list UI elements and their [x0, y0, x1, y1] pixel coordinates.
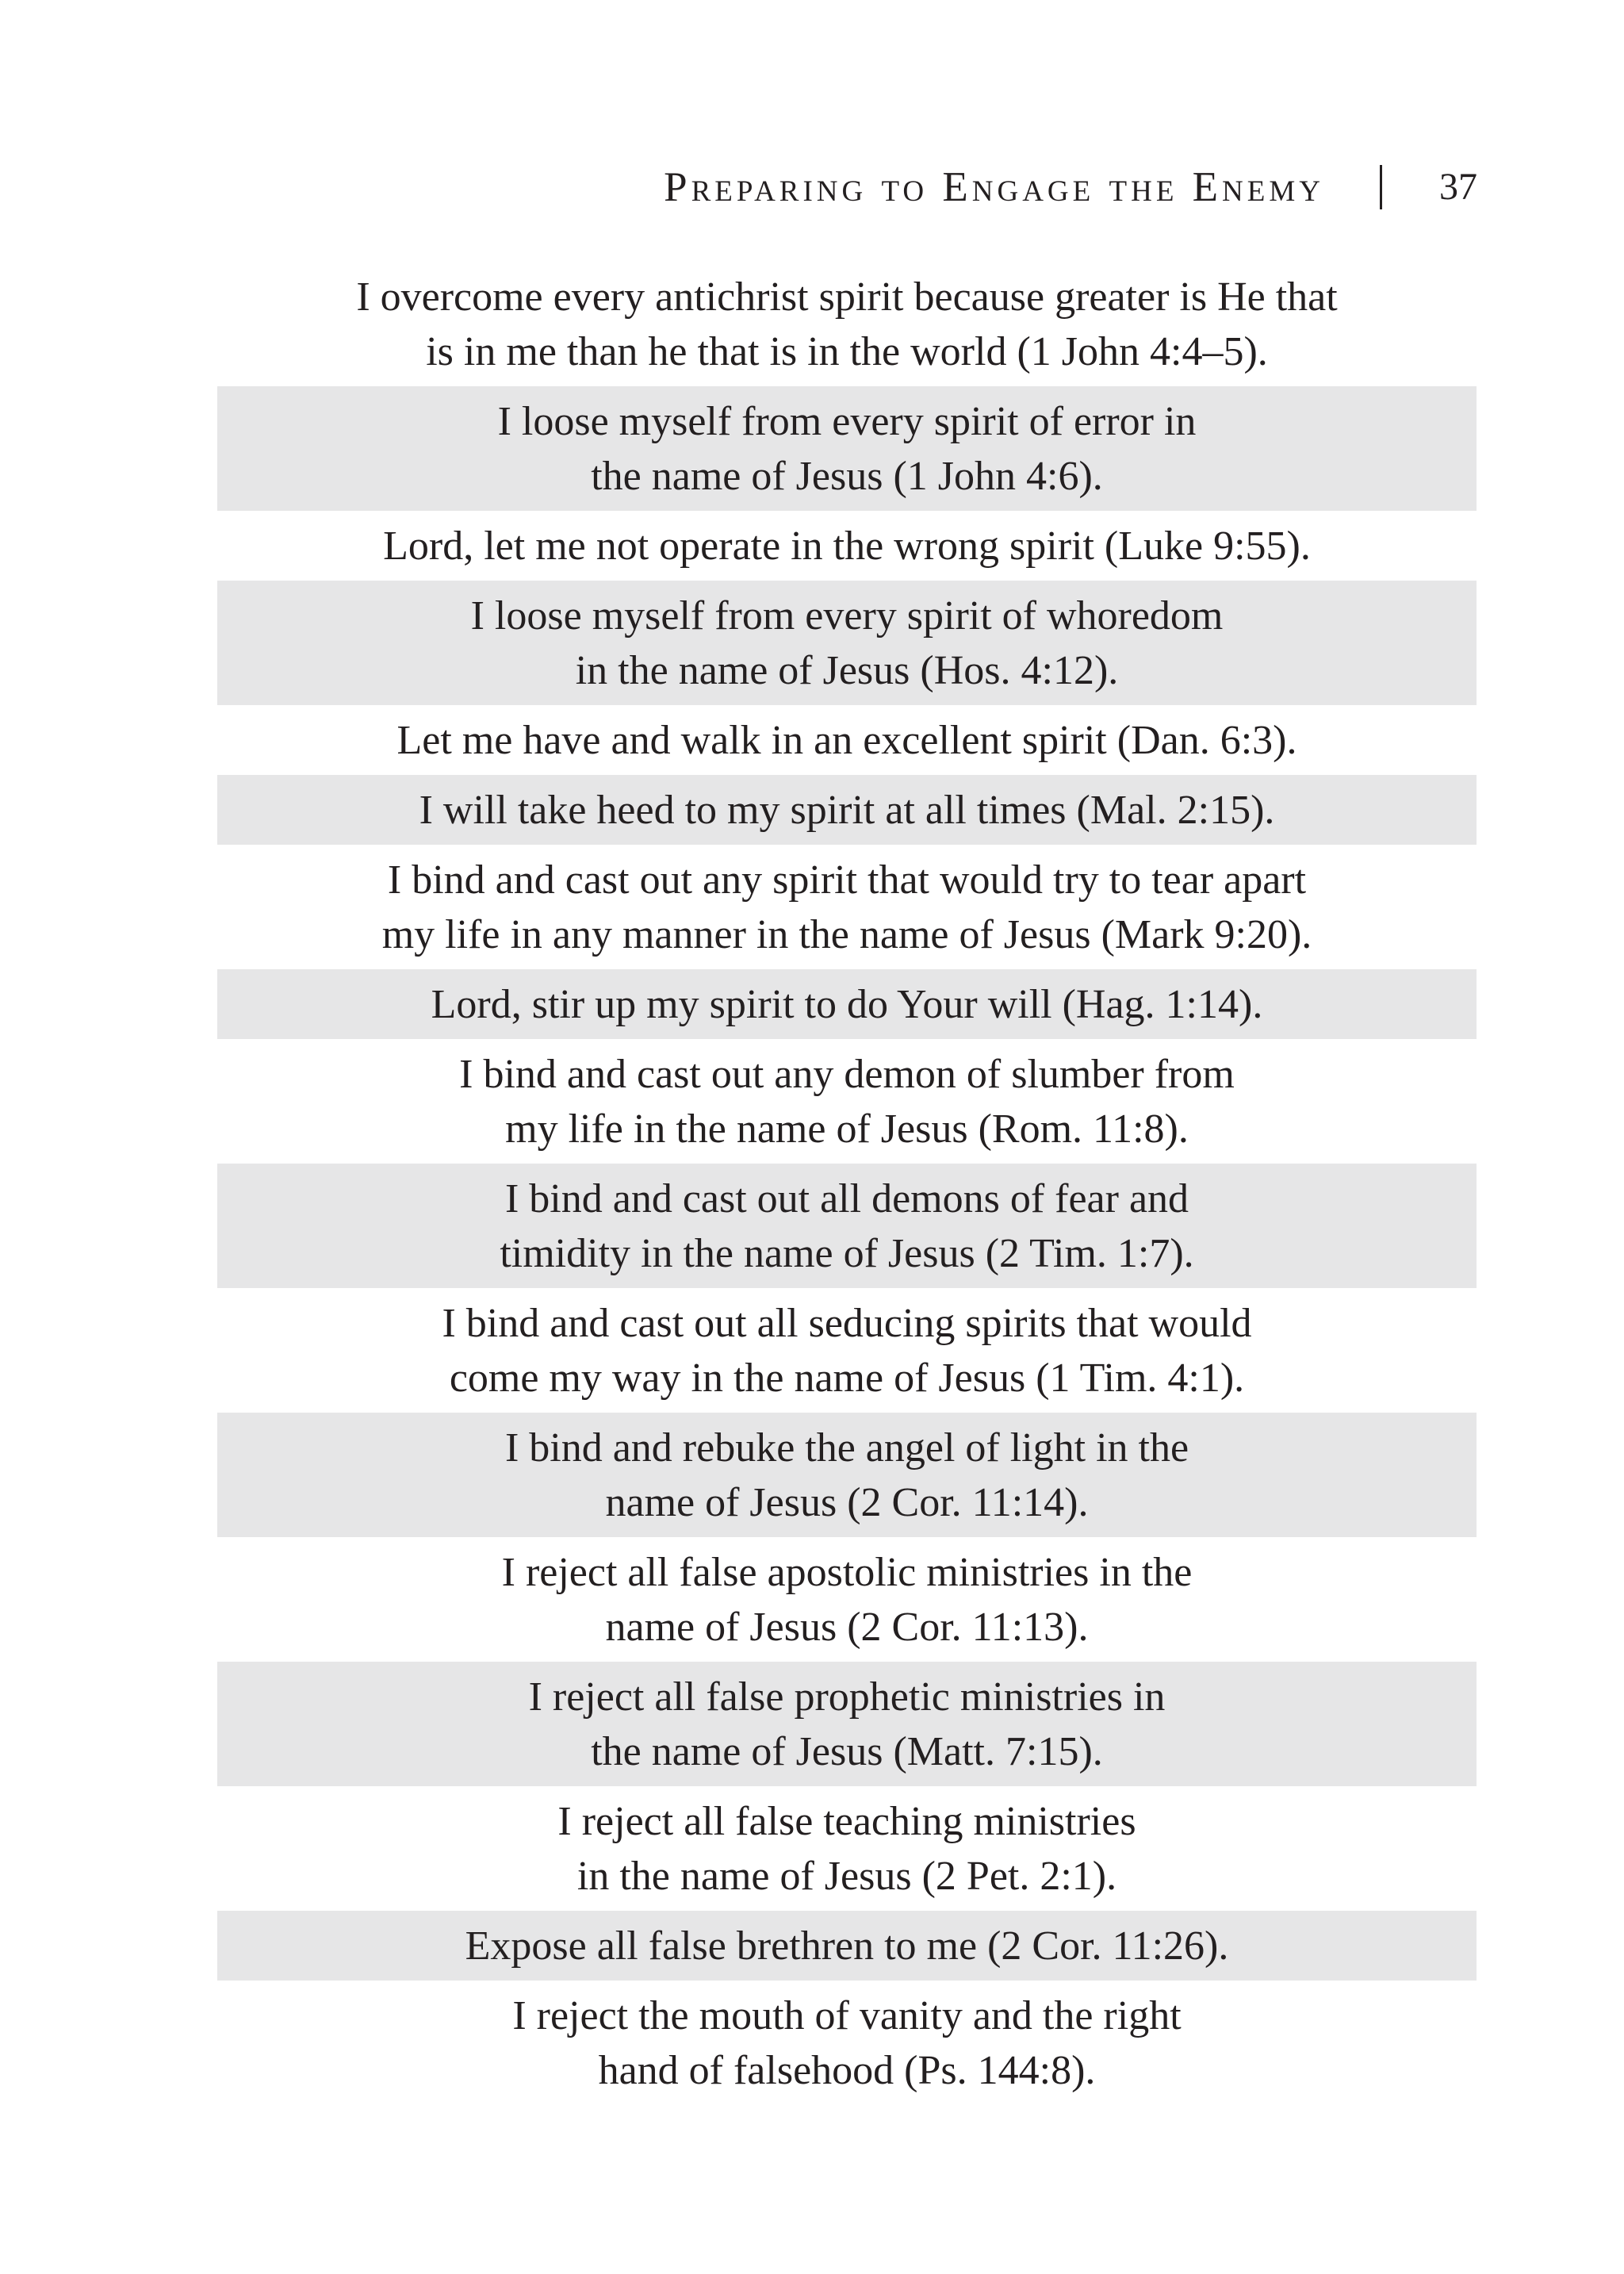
prayer-item: [217, 262, 1477, 386]
prayer-line: the name of Jesus (Matt. 7:15).: [591, 1728, 1103, 1774]
header-divider: [1380, 165, 1382, 209]
prayer-item: [217, 1981, 1477, 2105]
prayer-line: I overcome every antichrist spirit because greater is He that: [356, 274, 1338, 320]
prayer-line: Lord, stir up my spirit to do Your will (Hag. 1:14).: [431, 981, 1263, 1027]
prayer-line: I bind and rebuke the angel of light in the: [504, 1425, 1189, 1471]
prayer-line: timidity in the name of Jesus (2 Tim. 1:7).: [500, 1230, 1194, 1276]
prayer-item: [217, 705, 1477, 775]
prayer-line: I loose myself from every spirit of error in: [497, 398, 1197, 444]
prayer-item: [217, 511, 1477, 581]
prayer-line: the name of Jesus (1 John 4:6).: [591, 453, 1103, 499]
prayer-line: I bind and cast out all demons of fear and: [504, 1175, 1189, 1221]
prayer-item: [217, 1288, 1477, 1413]
prayer-item: [217, 1164, 1477, 1288]
prayer-item: [217, 775, 1477, 845]
prayer-item: [217, 1786, 1477, 1911]
prayer-item: [217, 1662, 1477, 1786]
prayer-line: I bind and cast out all seducing spirits that would: [442, 1300, 1252, 1346]
page-number: 37: [1439, 166, 1477, 208]
prayer-line: I loose myself from every spirit of whoredom: [470, 592, 1224, 638]
prayer-line: in the name of Jesus (2 Pet. 2:1).: [576, 1853, 1117, 1899]
prayer-line: I bind and cast out any spirit that would try to tear apart: [387, 857, 1307, 903]
prayer-item: [217, 1413, 1477, 1537]
prayer-line: my life in any manner in the name of Jesus (Mark 9:20).: [381, 911, 1312, 957]
prayer-line: Expose all false brethren to me (2 Cor. 11:26).: [465, 1923, 1229, 1969]
prayer-line: is in me than he that is in the world (1 John 4:4–5).: [426, 328, 1268, 374]
prayer-item: [217, 845, 1477, 969]
prayer-line: I bind and cast out any demon of slumber from: [459, 1051, 1235, 1097]
prayer-line: Lord, let me not operate in the wrong spirit (Luke 9:55).: [383, 523, 1311, 569]
prayer-line: Let me have and walk in an excellent spirit (Dan. 6:3).: [396, 717, 1297, 763]
running-head: [0, 155, 1624, 219]
prayer-line: I reject all false teaching ministries: [557, 1798, 1136, 1844]
prayer-item: [217, 969, 1477, 1039]
prayer-item: [217, 1911, 1477, 1981]
prayer-line: name of Jesus (2 Cor. 11:14).: [605, 1479, 1089, 1525]
prayer-list: [217, 262, 1477, 2105]
prayer-item: [217, 581, 1477, 705]
prayer-line: name of Jesus (2 Cor. 11:13).: [605, 1604, 1089, 1650]
prayer-line: come my way in the name of Jesus (1 Tim. 4:1).: [449, 1355, 1245, 1401]
prayer-line: hand of falsehood (Ps. 144:8).: [598, 2047, 1096, 2093]
running-title: Preparing to Engage the Enemy: [664, 164, 1324, 210]
prayer-item: [217, 1537, 1477, 1662]
prayer-item: [217, 1039, 1477, 1164]
prayer-line: I reject all false apostolic ministries in the: [501, 1549, 1193, 1595]
prayer-line: I will take heed to my spirit at all times (Mal. 2:15).: [419, 787, 1275, 833]
prayer-line: I reject the mouth of vanity and the right: [512, 1992, 1182, 2038]
prayer-line: I reject all false prophetic ministries in: [528, 1674, 1166, 1720]
prayer-line: in the name of Jesus (Hos. 4:12).: [575, 647, 1119, 693]
prayer-item: [217, 386, 1477, 511]
prayer-line: my life in the name of Jesus (Rom. 11:8).: [505, 1106, 1189, 1152]
